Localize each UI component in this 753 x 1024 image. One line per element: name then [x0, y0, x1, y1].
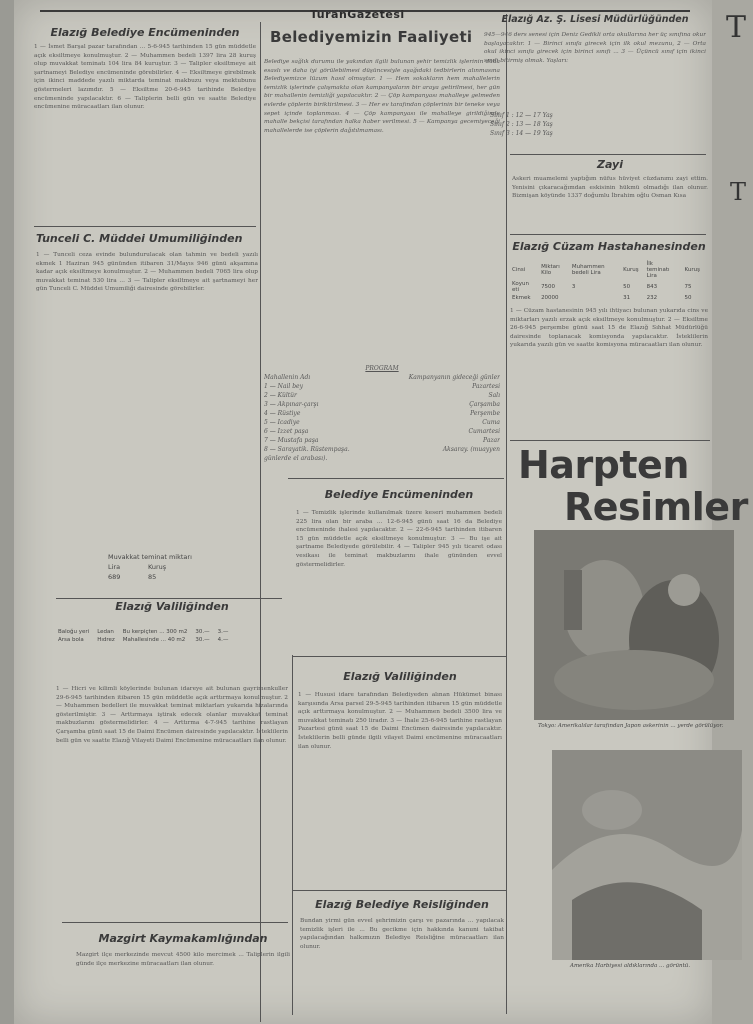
program-row: [264, 427, 500, 436]
program-gun: Salı: [488, 392, 500, 399]
newspaper-name: TuranGazetesi: [310, 8, 405, 21]
section-rule: [510, 154, 706, 155]
notice-lise: [484, 14, 706, 154]
notice-body: Askeri muamelemi yaptığım nüfus hüviyet cüzdanımı zayi ettim. Yenisini çıkaracağımdan eskisinin hükmü olmadığı ilan olunur. Bizmişan köyünde 1337 doğumlu İbrahim oğlu Osman Kısa: [512, 176, 708, 200]
notice-title: Elazığ Valiliğinden: [343, 670, 457, 683]
program-row: [264, 400, 500, 409]
table-row: [58, 637, 234, 643]
headline-line-2: Resimler: [564, 485, 748, 529]
notice-title: Elazığ Belediye Encümeninden: [50, 26, 240, 39]
teminat-lira-value: 689: [108, 573, 121, 581]
notice-title: Belediyemizin Faaliyeti: [270, 28, 473, 46]
notice-title: Elazığ Valiliğinden: [115, 600, 229, 613]
teminat-table-title: Muvakkat teminat miktarı: [108, 553, 192, 561]
program-mahalle: 7 — Mustafa paşa: [264, 437, 319, 444]
notice-title: Tunceli C. Müddei Umumiliğinden: [36, 232, 243, 245]
erzak-table: [510, 259, 708, 303]
program-gun: Cumartesi: [468, 428, 500, 435]
notice-body: 945—946 ders senesi için Deniz Gedikli orta okullarına her üç sınıfına okur başlayacaktır. 1 — Birinci sınıfa girecek için ilk okul mezunu, 2 — Orta okul ikinci sınıfa girecek için birinci sınıfı ... 3 — Üçüncü sınıf için ikinci sınıfı bitirmiş olmak. Yaşları:: [484, 32, 706, 64]
program-row: [264, 418, 500, 427]
notice-body: 1 — Temizlik işlerinde kullanılmak üzere keseri muhammen bedeli 225 lira olan bir araba ... 12-6-945 günü saat 16 da Belediye encümeninde ihalesi yapılacaktır. 2 — 22-6-945 tarihinden itibaren 15 gün müddetle açık eksiltmeye konulmuştur. 3 — Bu işe ait şartname Belediyede görülebilir. 4 — Talipler 945 yılı ticaret odası vesikası ile teminat makbuzlarını ihale gününden evvel göstermelidirler.: [296, 510, 502, 568]
program-mahalle: 8 — Sarayatik. Rüstempaşa.: [264, 446, 350, 453]
notice-body: 1 — Hususi idare tarafından Belediyeden alınan Hükümet binası karşısında Arsa parsel 29-5-945 tarihinden itibaren 15 gün müddetle açık arttırmaya konulmuştur. 2 — Muhammen bedeli 3500 lira ve muvakkat teminatı 250 liradır. 3 — İhale 25-6-945 tarihine rastlayan Pazartesi günü saat 15 de Daimi Encümen dairesinde yapılacaktır. İsteklilerin belli günde ilgili vilayet Daimi encümenine müracaatları ilan olunur.: [298, 692, 502, 750]
table-cell: 50: [684, 295, 692, 301]
program-mahalle: 6 — İzzet paşa: [264, 428, 309, 435]
notice-body: Belediye sağlık durumu ile yakından ilgili bulunan şehir temizlik işlerinin daha esaslı ve daha iyi görülebilmesi düşüncesiyle aşağıdaki tedbirlerin alınmasına Belediyemizce lüzum hasıl olmuştur. 1 — Hem sokakların hem mahallelerin temizlik işlerinde çalışmakta olan kampanyaların bir araya getirilmesi, her gün bir mahallenin temizliği yapılacaktır. 2 — Çöp kampanyası mahalleye gelmeden evlerde çöplerin biriktirilmesi. 3 — Her ev tarafından çöplerinin bir teneke veya sepet içinde toplanması. 4 — Çöp kampanyası ile mahalleye girildiğinde mahalle bekçisi tarafından halka haber verilmesi. 5 — Kampanya gecemiyeceği mahallelerde ise çöplerin dağıtılmaması.: [264, 59, 500, 134]
table-cell: Ekmek: [512, 295, 531, 301]
table-row: [58, 629, 234, 635]
notice-title: Mazgirt Kaymakamlığından: [98, 932, 268, 945]
notice-body: Mazgirt ilçe merkezinde mevcut 4500 kilo mercimek ... Taliplerin ilgili günde ilçe merkezine müracaatları ilan olunur.: [76, 952, 290, 967]
table-cell: 232: [646, 295, 658, 301]
program-gun: Çarşamba: [469, 401, 500, 408]
table-cell: 4.—: [217, 637, 229, 643]
program-mahalle: 4 — Rüstiye: [264, 410, 301, 417]
teminat-kurus-header: Kuruş: [147, 563, 167, 571]
section-rule: [292, 656, 506, 657]
notice-valilik-2: [298, 670, 502, 884]
notice-body: 1 — İsmet Barşal pazar tarafından ... 5-6-945 tarihinden 15 gün müddetle açık eksiltmeye konulmuştur. 2 — Muhammen bedeli 1397 lira 28 kuruş olup muvakkat teminatı 104 lira 84 kuruştur. 3 — Talipler eksiltmeye ait şartnameyi Belediye encümeninde görebilirler. 4 — Eksiltmeye girebilmek için ikinci maddede yazılı miktarda teminat makbuzu veya mektubunu göstermeleri lazımdır. 5 — Eksiltme 20-6-945 tarihinde Belediye encümeninde yapılacaktır. 6 — Taliplerin belli gün ve saatte Belediye encümenine müracaatları ilan olunur.: [34, 44, 256, 111]
table-cell: 31: [623, 295, 631, 301]
program-header: [264, 373, 500, 382]
table-cell: 75: [684, 284, 692, 290]
program-footer: günlerde el arabası).: [264, 455, 328, 462]
table-cell: Hıdrez: [97, 637, 115, 643]
program-gun: Pazartesi: [472, 383, 500, 390]
table-cell: Mahallesinde ... 40 m2: [122, 637, 186, 643]
notice-title: Elazığ Az. Ş. Lisesi Müdürlüğünden: [501, 14, 689, 25]
age-item: Sınıf 2 : 13 — 18 Yaş: [490, 121, 553, 128]
teminat-table: [106, 551, 200, 583]
teminat-kurus-value: 85: [147, 573, 157, 581]
program-row: [264, 445, 500, 454]
notice-body: 1 — Tunceli ceza evinde bulundurulacak olan tahmin ve bedeli yazılı ekmek 1 Haziran 945 gününden itibaren 31/Mayıs 946 günü akşamına kadar açık eksiltmeye konulmuştur. 2 — Muhammen bedeli 7065 lira olup muvakkat teminat 530 lira ... 3 — Talipler eksiltmeye ait şartnameyi her gün Tunceli C. Müddei Umumiliği dairesinde görebilirler.: [36, 252, 258, 293]
table-header: İlk teminatı Lira: [646, 261, 670, 279]
program-gun: Cuma: [482, 419, 500, 426]
program-col-left: Mahallenin Adı: [264, 374, 311, 381]
notice-title: Zayi: [596, 158, 623, 171]
notice-body: Bundan yirmi gün evvel şehrimizin çarşı ve pazarında ... yapılacak temizlik işleri ile ... Bu gecikme için hakkında kanuni takibat yapılacağından halkımızın Belediye Reisliğine müracaatları ilan olunur.: [300, 918, 504, 950]
program-mahalle: 1 — Nail bey: [264, 383, 303, 390]
age-list: [490, 111, 706, 138]
war-photo-1: [534, 530, 734, 720]
section-rule: [288, 478, 504, 479]
age-item: Sınıf 1 : 12 — 17 Yaş: [490, 112, 553, 119]
age-item: Sınıf 3 : 14 — 19 Yaş: [490, 130, 553, 137]
notice-belediye-encumeni-2: [296, 488, 502, 652]
program-mahalle: 2 — Kültür: [264, 392, 297, 399]
notice-body: 1 — Cüzam hastanesinin 945 yılı ihtiyacı bulunan yukarıda cins ve miktarları yazılı erzak açık eksiltmeye konulmuştur. 2 — Eksiltme 26-6-945 perşembe günü saat 15 de Elazığ Sıhhat Müdürlüğü dairesinde toplanacak komisyonda yapılacaktır. İsteklilerin yukarıda yazılı gün ve saatte komisyona müracaatları ilan olunur.: [510, 308, 708, 349]
program-gun: Pazar: [483, 437, 500, 444]
table-cell: 3: [571, 284, 576, 290]
table-header: Kuruş: [684, 267, 700, 273]
table-cell: 7500: [541, 284, 556, 290]
table-header: Cinsi: [512, 267, 526, 273]
section-rule: [62, 922, 288, 923]
edge-letter-middle: T: [730, 178, 747, 206]
section-rule: [34, 226, 256, 227]
table-cell: Baloğu yeri: [58, 629, 90, 635]
program-mahalle: 5 — İcadiye: [264, 419, 300, 426]
notice-hastane: [510, 240, 708, 436]
program-row: [264, 409, 500, 418]
notice-reislik: [300, 898, 504, 1018]
table-cell: 843: [646, 284, 658, 290]
table-cell: 3.—: [217, 629, 229, 635]
program-mahalle: 3 — Akpınar-çarşı: [264, 401, 319, 408]
table-cell: 30.—: [195, 629, 210, 635]
notice-title: Elazığ Cüzam Hastahanesinden: [512, 240, 706, 253]
harpten-resimler-headline: [518, 443, 748, 529]
program-col-right: Kampanyanın gideceği günler: [408, 374, 500, 381]
notice-tunceli: [36, 232, 258, 592]
table-header: Kuruş: [623, 267, 639, 273]
section-rule: [292, 890, 506, 891]
notice-title: Elazığ Belediye Reisliğinden: [315, 898, 489, 911]
table-cell: 20000: [541, 295, 559, 301]
program-title: PROGRAM: [365, 365, 399, 372]
photo-caption-1: Tokyo: Amerikalılar tarafından Japon askerinin ... yerde görülüyor.: [538, 723, 724, 729]
program-row: [264, 436, 500, 445]
section-rule: [510, 234, 706, 235]
notice-title: Belediye Encümeninden: [324, 488, 474, 501]
photo-caption-2: Amerika Harbiyesi aldıklarında ... görüntü.: [570, 963, 691, 969]
notice-mazgirt: [76, 932, 290, 1022]
notice-zayi: [512, 158, 708, 230]
program-table: [264, 364, 500, 463]
table-row: [512, 295, 706, 301]
table-cell: Koyun eti: [512, 281, 529, 293]
gayrimenkul-table: [56, 627, 236, 645]
program-row: [264, 382, 500, 391]
table-header: Miktarı Kilo: [541, 264, 560, 276]
table-header: Muhammen bedeli Lira: [571, 264, 605, 276]
table-row: [512, 281, 706, 293]
table-cell: [572, 295, 621, 301]
table-cell: Arsa bola: [58, 637, 84, 643]
notice-faaliyet: [264, 28, 500, 488]
section-rule: [56, 598, 282, 599]
column-divider: [506, 14, 507, 1014]
section-rule: [510, 440, 710, 441]
notice-body: 1 — Hicri ve kilimli köylerinde bulunan idareye ait bulunan gayrimenkuller 29-6-945 tarihinden itibaren 15 gün müddetle açık arttırmaya konulmuştur. 2 — Muhammen bedelleri ile muvakkat teminat miktarları yukarıda hizalarında gösterilmiştir. 3 — Arttırmaya iştirak edecek olanlar muvakkat teminat makbuzlarını göstermelidirler. 4 — Arttırma 4-7-945 tarihine rastlayan Çarşamba günü saat 15 de Daimi Encümen dairesinde yapılacaktır. İsteklilerin belli gün ve saatte Elazığ Vilayeti Daimi Encümenine müracaatları ilan olunur.: [56, 686, 288, 744]
notice-valilik-1: [56, 600, 288, 918]
column-divider: [292, 655, 293, 1015]
table-header-row: [512, 261, 706, 279]
war-photo-2: [552, 750, 742, 960]
edge-letter-top: T: [726, 10, 747, 45]
table-cell: 30.—: [195, 637, 210, 643]
headline-line-1: Harpten: [518, 443, 689, 487]
table-cell: 50: [623, 284, 631, 290]
table-cell: Ledan: [97, 629, 114, 635]
program-row: [264, 391, 500, 400]
teminat-lira-header: Lira: [108, 563, 121, 571]
program-gun: Perşembe: [470, 410, 500, 417]
notice-belediye-encumeni: [34, 26, 256, 221]
table-cell: Bu kerpiçten ... 300 m2: [122, 629, 188, 635]
program-gun: Aksaray. (muayyen: [442, 446, 500, 453]
